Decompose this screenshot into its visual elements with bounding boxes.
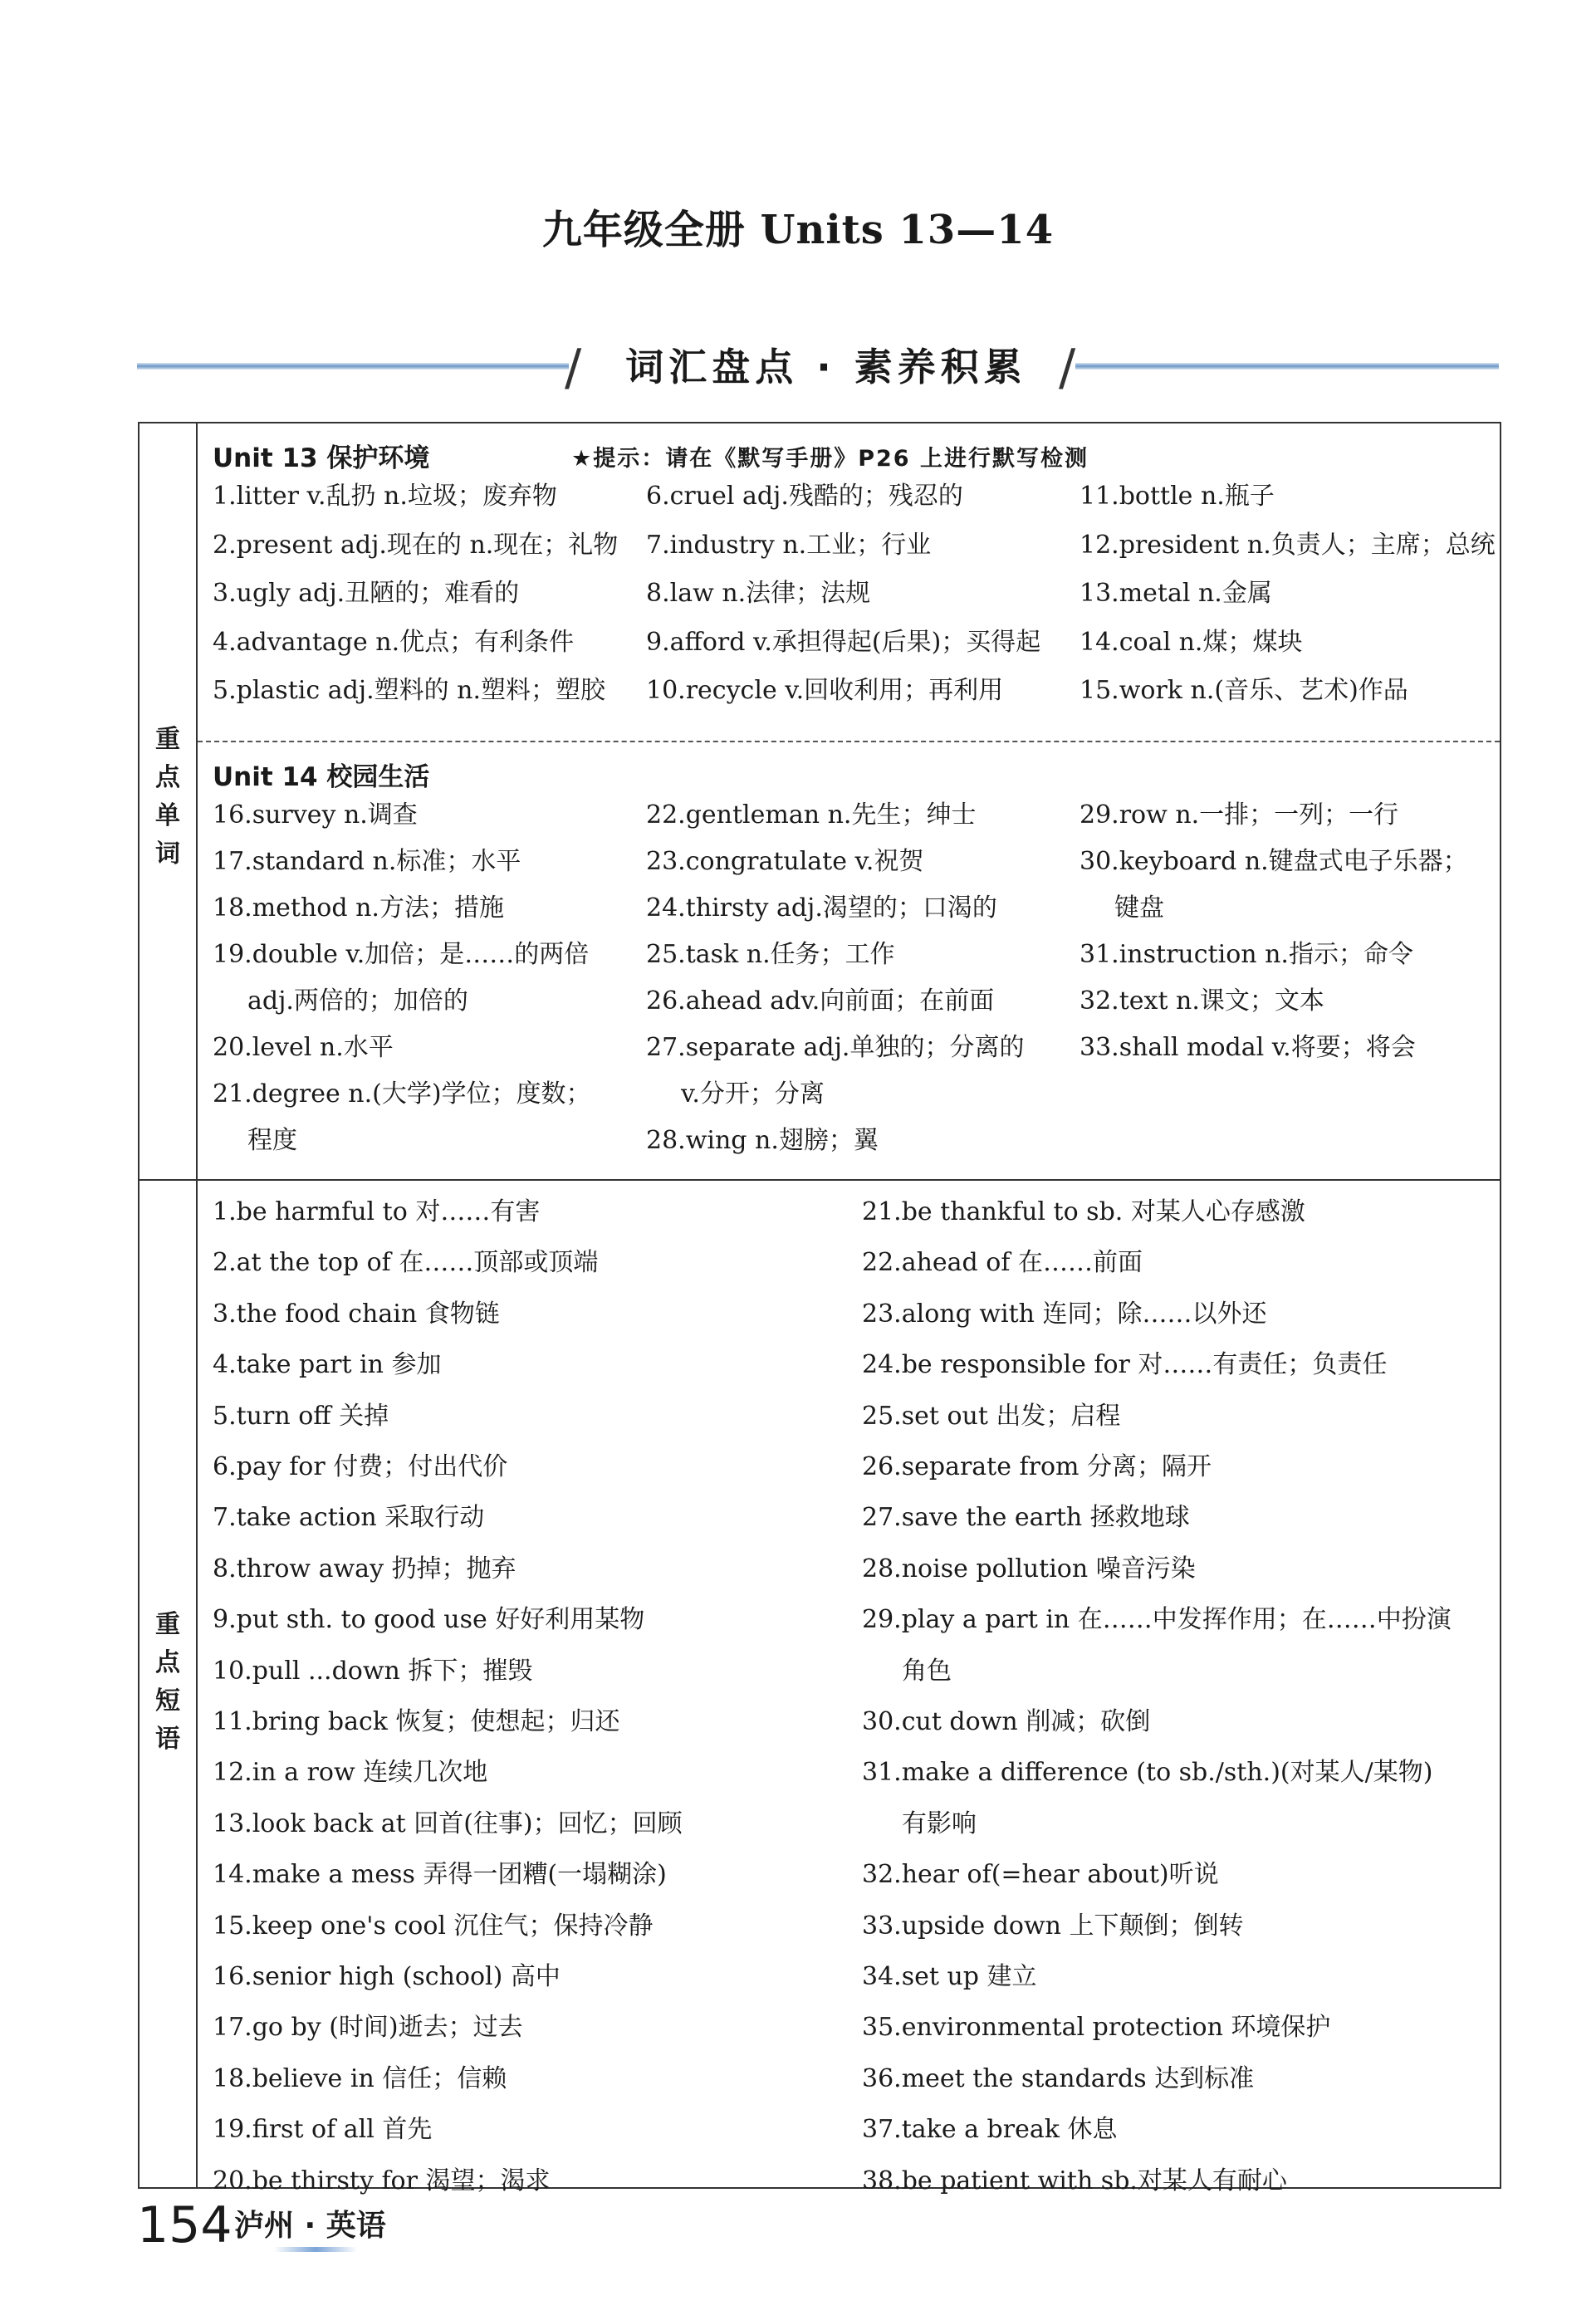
page-title: 九年级全册 Units 13—14 (541, 207, 1055, 253)
phrase-item: 13.look back at 回首(往事)；回忆；回顾 (213, 1809, 683, 1838)
phrase-item: 9.put sth. to good use 好好利用某物 (213, 1605, 645, 1635)
phrase-item: 29.play a part in 在……中发挥作用；在……中扮演 (862, 1605, 1452, 1635)
unit13-word: 11.bottle n.瓶子 (1080, 482, 1275, 511)
unit13-word: 14.coal n.煤；煤块 (1080, 627, 1303, 657)
unit13-word: 13.metal n.金属 (1080, 579, 1272, 609)
phrase-item: 35.environmental protection 环境保护 (862, 2013, 1331, 2043)
phrase-item: 21.be thankful to sb. 对某人心存感激 (862, 1197, 1305, 1226)
unit14-word: 16.survey n.调查 (213, 800, 418, 830)
unit13-word: 7.industry n.工业；行业 (646, 530, 932, 560)
unit14-word: 30.keyboard n.键盘式电子乐器； (1080, 847, 1468, 876)
phrase-item: 有影响 (902, 1809, 977, 1838)
phrase-item: 34.set up 建立 (862, 1962, 1037, 1991)
page-number: 154 (137, 2196, 233, 2254)
phrase-item: 32.hear of(=hear about)听说 (862, 1860, 1219, 1890)
unit14-word: 22.gentleman n.先生；绅士 (646, 800, 977, 830)
unit-divider (198, 741, 1500, 742)
phrase-item: 19.first of all 首先 (213, 2115, 433, 2145)
unit14-word: 29.row n.一排；一列；一行 (1080, 800, 1399, 830)
phrase-item: 27.save the earth 拯救地球 (862, 1503, 1190, 1533)
phrase-item: 36.meet the standards 达到标准 (862, 2063, 1255, 2093)
phrase-item: 11.bring back 恢复；使想起；归还 (213, 1707, 620, 1736)
phrase-item: 2.at the top of 在……顶部或顶端 (213, 1248, 599, 1278)
unit14-heading: Unit 14 校园生活 (213, 762, 430, 792)
unit14-word: 28.wing n.翅膀；翼 (646, 1126, 879, 1155)
phrase-item: 15.keep one's cool 沉住气；保持冷静 (213, 1911, 654, 1941)
phrase-item: 31.make a difference (to sb./sth.)(对某人/某物) (862, 1758, 1433, 1788)
unit14-word: 键盘 (1114, 893, 1164, 923)
unit14-word: 19.double v.加倍；是……的两倍 (213, 940, 590, 969)
unit14-word: 程度 (247, 1126, 297, 1155)
unit14-word: 21.degree n.(大学)学位；度数； (213, 1079, 591, 1109)
phrase-item: 20.be thirsty for 渴望；渴求 (213, 2166, 551, 2195)
phrase-item: 24.be responsible for 对……有责任；负责任 (862, 1350, 1388, 1380)
phrase-item: 22.ahead of 在……前面 (862, 1248, 1143, 1278)
side-label-words: 重 点 单 词 (155, 725, 180, 869)
phrase-item: 4.take part in 参加 (213, 1350, 442, 1380)
unit14-word: 26.ahead adv.向前面；在前面 (646, 986, 995, 1016)
unit13-word: 3.ugly adj.丑陋的；难看的 (213, 579, 520, 609)
unit14-word: 18.method n.方法；措施 (213, 893, 504, 923)
unit14-word: 32.text n.课文；文本 (1080, 986, 1324, 1016)
unit13-word: 9.afford v.承担得起(后果)；买得起 (646, 627, 1041, 657)
phrase-item: 6.pay for 付费；付出代价 (213, 1452, 508, 1481)
banner-slash-right: / (1059, 339, 1076, 397)
unit13-word: 12.president n.负责人；主席；总统 (1080, 530, 1496, 560)
phrase-item: 18.believe in 信任；信赖 (213, 2063, 507, 2093)
unit13-hint: ★提示：请在《默写手册》P26 上进行默写检测 (571, 446, 1089, 472)
unit13-word: 8.law n.法律；法规 (646, 579, 871, 609)
unit14-word: 17.standard n.标准；水平 (213, 847, 521, 876)
phrase-item: 5.turn off 关掉 (213, 1401, 389, 1431)
side-label-phrases: 重 点 短 语 (155, 1610, 180, 1754)
unit14-word: 23.congratulate v.祝贺 (646, 847, 924, 876)
phrase-item: 25.set out 出发；启程 (862, 1401, 1121, 1431)
unit14-word: 24.thirsty adj.渴望的；口渴的 (646, 893, 997, 923)
phrase-item: 3.the food chain 食物链 (213, 1299, 500, 1329)
phrase-item: 33.upside down 上下颠倒；倒转 (862, 1911, 1244, 1941)
unit14-word: 31.instruction n.指示；命令 (1080, 940, 1413, 969)
unit14-word: 25.task n.任务；工作 (646, 940, 895, 969)
unit13-word: 15.work n.(音乐、艺术)作品 (1080, 676, 1408, 706)
unit13-word: 4.advantage n.优点；有利条件 (213, 627, 575, 657)
column-divider (196, 423, 198, 2187)
phrase-item: 1.be harmful to 对……有害 (213, 1197, 541, 1226)
phrase-item: 10.pull ...down 拆下；摧毁 (213, 1656, 533, 1686)
unit13-word: 10.recycle v.回收利用；再利用 (646, 676, 1004, 706)
unit13-word: 6.cruel adj.残酷的；残忍的 (646, 482, 963, 511)
banner-text: 词汇盘点 · 素养积累 (625, 345, 1027, 389)
unit14-word: 33.shall modal v.将要；将会 (1080, 1033, 1416, 1062)
unit14-word: 20.level n.水平 (213, 1033, 394, 1062)
banner-slash-left: / (565, 339, 582, 397)
footer-bar (274, 2247, 357, 2252)
unit13-word: 5.plastic adj.塑料的 n.塑料；塑胶 (213, 676, 606, 706)
phrase-item: 30.cut down 削减；砍倒 (862, 1707, 1151, 1736)
unit14-word: 27.separate adj.单独的；分离的 (646, 1033, 1025, 1062)
phrase-item: 23.along with 连同；除……以外还 (862, 1299, 1267, 1329)
section-banner (137, 332, 1499, 399)
unit13-word: 1.litter v.乱扔 n.垃圾；废弃物 (213, 482, 557, 511)
phrase-item: 28.noise pollution 噪音污染 (862, 1554, 1196, 1583)
unit14-word: v.分开；分离 (681, 1079, 825, 1109)
banner-line-right (1075, 363, 1499, 370)
unit14-word: adj.两倍的；加倍的 (247, 986, 468, 1016)
phrase-item: 14.make a mess 弄得一团糟(一塌糊涂) (213, 1860, 667, 1890)
section-divider (140, 1179, 1500, 1181)
banner-line-left (137, 363, 569, 370)
phrase-item: 26.separate from 分离；隔开 (862, 1452, 1212, 1481)
unit13-heading: Unit 13 保护环境 (213, 443, 430, 473)
unit13-word: 2.present adj.现在的 n.现在；礼物 (213, 530, 619, 560)
phrase-item: 7.take action 采取行动 (213, 1503, 485, 1533)
phrase-item: 16.senior high (school) 高中 (213, 1962, 561, 1991)
phrase-item: 37.take a break 休息 (862, 2115, 1118, 2145)
phrase-item: 17.go by (时间)逝去；过去 (213, 2013, 523, 2043)
phrase-item: 角色 (902, 1656, 952, 1686)
phrase-item: 38.be patient with sb.对某人有耐心 (862, 2166, 1287, 2195)
footer-text: 泸州 · 英语 (234, 2209, 386, 2243)
phrase-item: 8.throw away 扔掉；抛弃 (213, 1554, 516, 1583)
vocab-table (138, 422, 1501, 2195)
phrase-item: 12.in a row 连续几次地 (213, 1758, 488, 1788)
